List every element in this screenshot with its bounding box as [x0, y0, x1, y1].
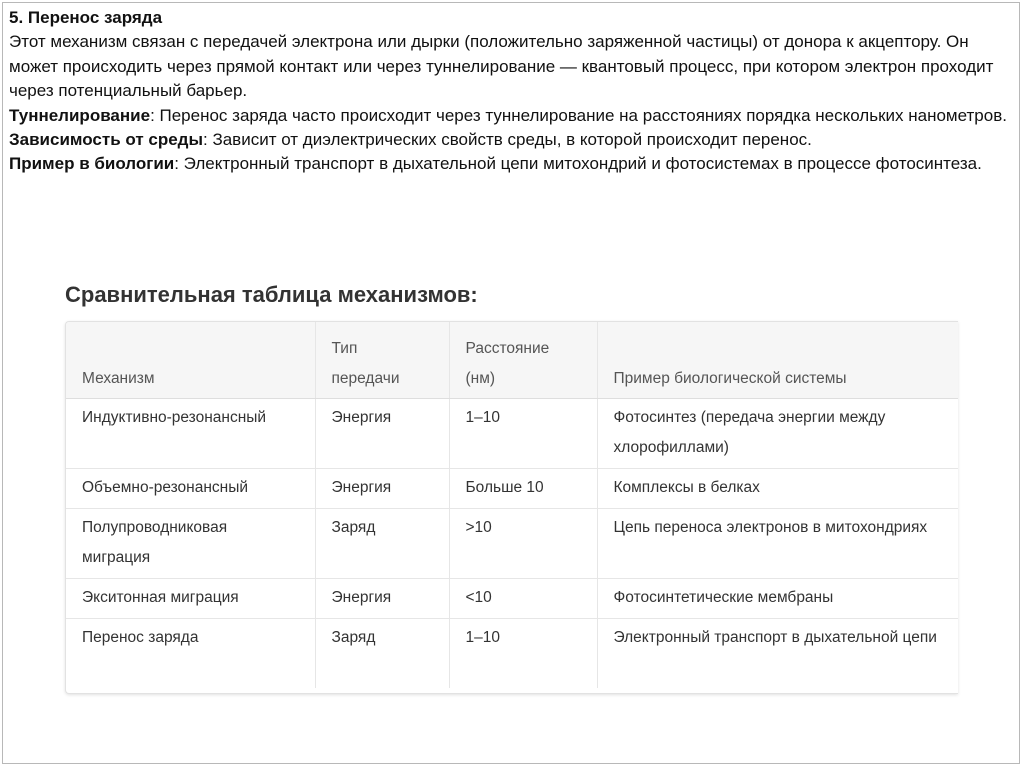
table-row [66, 509, 958, 579]
cell-example: Цепь переноса электронов в митохондриях [597, 509, 958, 579]
cell-mechanism: Индуктивно-резонансный [66, 399, 315, 469]
cell-mechanism: Объемно-резонансный [66, 469, 315, 509]
cell-transfer-type: Энергия [315, 579, 449, 619]
comparison-table [66, 322, 958, 688]
cell-transfer-type: Энергия [315, 469, 449, 509]
header-mechanism: Механизм [66, 322, 315, 399]
table-row [66, 579, 958, 619]
biology-label: Пример в биологии [9, 154, 175, 174]
header-transfer-type: Тип передачи [315, 322, 449, 399]
environment-paragraph [9, 128, 1009, 152]
intro-text-block [9, 6, 1009, 177]
environment-label: Зависимость от среды [9, 130, 203, 150]
biology-text: : Электронный транспорт в дыхательной цепи митохондрий и фотосистемах в процессе фотосинтеза. [174, 154, 982, 174]
cell-example: Комплексы в белках [597, 469, 958, 509]
cell-example: Электронный транспорт в дыхательной цепи [613, 629, 937, 646]
header-example: Пример биологической системы [597, 322, 958, 399]
cell-mechanism: Перенос заряда [66, 619, 315, 689]
cell-example: Фотосинтетические мембраны [597, 579, 958, 619]
table-row [66, 469, 958, 509]
cell-transfer-type: Энергия [315, 399, 449, 469]
cell-mechanism: Экситонная миграция [66, 579, 315, 619]
tunneling-text: : Перенос заряда часто происходит через туннелирование на расстояниях порядка нескольких нанометров. [150, 105, 1007, 125]
cell-example: Фотосинтез (передача энергии между хлорофиллами) [597, 399, 958, 469]
environment-text: : Зависит от диэлектрических свойств среды, в которой происходит перенос. [203, 130, 812, 150]
cell-distance: <10 [449, 579, 597, 619]
table-row [66, 619, 958, 689]
cell-mechanism: Полупроводниковая миграция [66, 509, 315, 579]
table-row [66, 399, 958, 469]
cell-distance: 1–10 [449, 399, 597, 469]
cell-distance: 1–10 [449, 619, 597, 689]
tunneling-label: Туннелирование [9, 105, 151, 125]
table-title: Сравнительная таблица механизмов: [65, 282, 478, 307]
cell-distance: Больше 10 [449, 469, 597, 509]
table-header-row [66, 322, 958, 399]
header-distance: Расстояние (нм) [449, 322, 597, 399]
cell-transfer-type: Заряд [315, 619, 449, 689]
cell-distance: >10 [449, 509, 597, 579]
cell-transfer-type: Заряд [315, 509, 449, 579]
section-description: Этот механизм связан с передачей электрона или дырки (положительно заряженной частицы) от донора к акцептору. Он может происходить через прямой контакт или через туннелирование — квантовый процесс, при котором электрон проходит через потенциальный барьер. [9, 32, 994, 101]
tunneling-paragraph [9, 104, 1009, 128]
comparison-table-container [65, 321, 958, 694]
biology-paragraph [9, 152, 1009, 176]
section-heading: 5. Перенос заряда [9, 8, 163, 27]
